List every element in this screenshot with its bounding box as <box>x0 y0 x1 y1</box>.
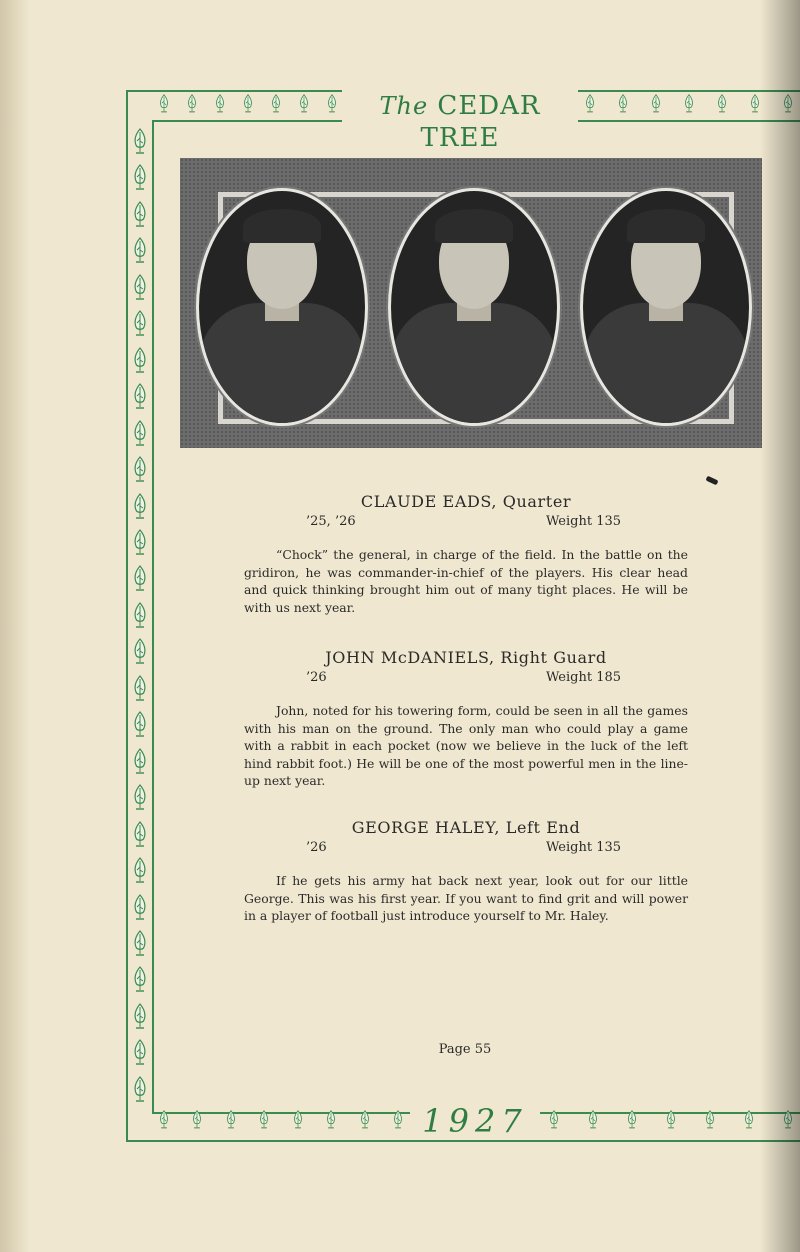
player-weight: Weight 135 <box>546 514 622 529</box>
player-entry-eads <box>244 492 688 616</box>
tree-ornament-icon <box>326 94 338 118</box>
jersey <box>583 303 749 423</box>
player-years: ’26 <box>306 670 327 685</box>
player-meta <box>244 670 688 688</box>
title-prefix: The <box>379 92 429 120</box>
tree-ornament-icon <box>270 94 282 118</box>
footer-year: 1927 <box>410 1104 540 1138</box>
player-description: “Chock” the general, in charge of the field. In the battle on the gridiron, he was commander-in-chief of the players. His clear head and quick thinking brought him out of many tight places. He will be with us next year. <box>244 547 688 615</box>
tree-ornament-icon <box>132 347 148 379</box>
tree-ornament-icon <box>716 94 728 118</box>
player-name: JOHN McDANIELS, Right Guard <box>325 648 607 667</box>
tree-ornament-icon <box>132 784 148 816</box>
tree-ornament-icon <box>617 94 629 118</box>
tree-ornament-icon <box>258 1110 270 1134</box>
player-portrait-2 <box>388 188 560 426</box>
tree-ornament-icon <box>548 1110 560 1134</box>
player-meta <box>244 514 688 532</box>
tree-ornament-icon <box>704 1110 716 1134</box>
tree-ornament-icon <box>132 675 148 707</box>
tree-ornament-icon <box>626 1110 638 1134</box>
tree-ornament-column-left <box>128 128 152 1108</box>
tree-ornament-icon <box>132 930 148 962</box>
tree-ornament-icon <box>325 1110 337 1134</box>
tree-ornament-icon <box>132 383 148 415</box>
hair <box>627 209 705 243</box>
jersey <box>199 303 365 423</box>
tree-ornament-row-bottom-left <box>158 1110 404 1134</box>
tree-ornament-icon <box>132 894 148 926</box>
tree-ornament-icon <box>132 456 148 488</box>
tree-ornament-icon <box>132 1076 148 1108</box>
player-description: John, noted for his towering form, could be seen in all the games with his man on the ground. The only man who could play a game with a rabbit in each pocket (now we believe in the luck of the left hind rabbit foot.) He will be one of the most powerful men in the line-up next year. <box>244 703 688 788</box>
player-years: ’25, ’26 <box>306 514 356 529</box>
player-portrait-3 <box>580 188 752 426</box>
tree-ornament-icon <box>298 94 310 118</box>
player-meta <box>244 840 688 858</box>
tree-ornament-icon <box>132 638 148 670</box>
tree-ornament-icon <box>186 94 198 118</box>
tree-ornament-icon <box>292 1110 304 1134</box>
tree-ornament-icon <box>158 94 170 118</box>
tree-ornament-icon <box>587 1110 599 1134</box>
tree-ornament-icon <box>214 94 226 118</box>
tree-ornament-icon <box>132 602 148 634</box>
tree-ornament-icon <box>683 94 695 118</box>
tree-ornament-icon <box>359 1110 371 1134</box>
tree-ornament-icon <box>132 966 148 998</box>
player-entry-mcdaniels <box>244 648 688 790</box>
tree-ornament-icon <box>132 201 148 233</box>
tree-ornament-row-top-left <box>158 94 338 118</box>
tree-ornament-icon <box>132 529 148 561</box>
tree-ornament-icon <box>132 711 148 743</box>
player-portrait-1 <box>196 188 368 426</box>
tree-ornament-icon <box>242 94 254 118</box>
page-edge-shadow-left <box>0 0 30 1252</box>
tree-ornament-icon <box>132 857 148 889</box>
tree-ornament-icon <box>665 1110 677 1134</box>
tree-ornament-icon <box>158 1110 170 1134</box>
player-years: ’26 <box>306 840 327 855</box>
tree-ornament-icon <box>132 821 148 853</box>
team-photo-panel <box>180 158 762 448</box>
tree-ornament-icon <box>191 1110 203 1134</box>
page-edge-shadow-right <box>760 0 800 1252</box>
tree-ornament-icon <box>743 1110 755 1134</box>
tree-ornament-icon <box>132 237 148 269</box>
jersey <box>391 303 557 423</box>
tree-ornament-icon <box>584 94 596 118</box>
title-main: CEDAR TREE <box>420 91 541 153</box>
tree-ornament-icon <box>132 420 148 452</box>
player-description: If he gets his army hat back next year, look out for our little George. This was his first year. If you want to find grit and will power in a player of football just introduce yourself to Mr. Haley. <box>244 873 688 923</box>
hair <box>243 209 321 243</box>
player-weight: Weight 185 <box>546 670 622 685</box>
tree-ornament-icon <box>225 1110 237 1134</box>
player-weight: Weight 135 <box>546 840 622 855</box>
tree-ornament-icon <box>132 128 148 160</box>
tree-ornament-icon <box>132 748 148 780</box>
tree-ornament-icon <box>132 274 148 306</box>
tree-ornament-icon <box>132 1003 148 1035</box>
tree-ornament-icon <box>650 94 662 118</box>
player-name: CLAUDE EADS, Quarter <box>360 492 572 511</box>
player-entry-haley <box>244 818 688 925</box>
hair <box>435 209 513 243</box>
tree-ornament-icon <box>132 1039 148 1071</box>
tree-ornament-icon <box>132 565 148 597</box>
tree-ornament-icon <box>132 493 148 525</box>
yearbook-title <box>342 90 578 153</box>
page-number: Page 55 <box>438 1042 492 1057</box>
tree-ornament-icon <box>392 1110 404 1134</box>
tree-ornament-row-bottom-right <box>548 1110 794 1134</box>
tree-ornament-icon <box>132 310 148 342</box>
tree-ornament-icon <box>132 164 148 196</box>
player-name: GEORGE HALEY, Left End <box>351 818 581 837</box>
